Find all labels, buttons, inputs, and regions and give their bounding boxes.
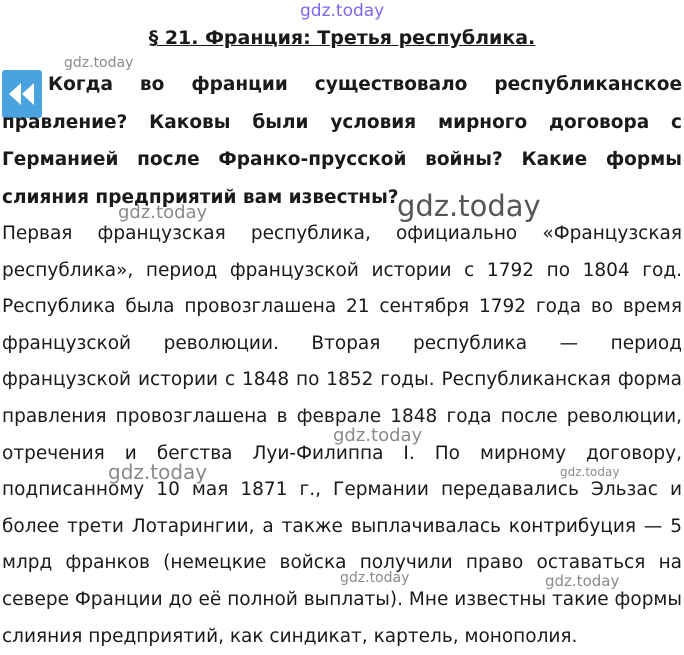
- watermark: gdz.today: [560, 465, 620, 479]
- section-title: § 21. Франция: Третья республика.: [148, 27, 536, 49]
- watermark: gdz.today: [545, 572, 620, 590]
- watermark: gdz.today: [108, 460, 208, 484]
- watermark: gdz.today: [397, 189, 541, 223]
- watermark: gdz.today: [118, 202, 208, 223]
- watermark: gdz.today: [300, 1, 385, 21]
- watermark: gdz.today: [64, 55, 134, 71]
- watermark: gdz.today: [340, 570, 410, 586]
- answer-text: Первая французская республика, официально «Французская республика», период французской истории с 1792 по 1804 год. Республика была провозглашена 21 сентября 1792 года во время французской революции. Вторая республика — период французской истории с 1848 по 1852 годы. Республиканская форма правления провозглашена в феврале 1848 года после революции, отречения и бегства Луи-Филиппа I. По мирному договору, подписанному 10 мая 1871 г., Германии передавались Эльзас и более трети Лотарингии, а также выплачивалась контрибуция — 5 млрд франков (немецкие войска получили право оставаться на севере Франции до её полной выплаты). Мне известны такие формы слияния предприятий, как синдикат, картель, монополия.: [2, 223, 682, 647]
- watermark: gdz.today: [333, 425, 423, 446]
- question-text: Когда во франции существовало республиканское правление? Каковы были условия мирного договора с Германией после Франко-прусской войны? Какие формы слияния предприятий вам известны?: [2, 74, 682, 208]
